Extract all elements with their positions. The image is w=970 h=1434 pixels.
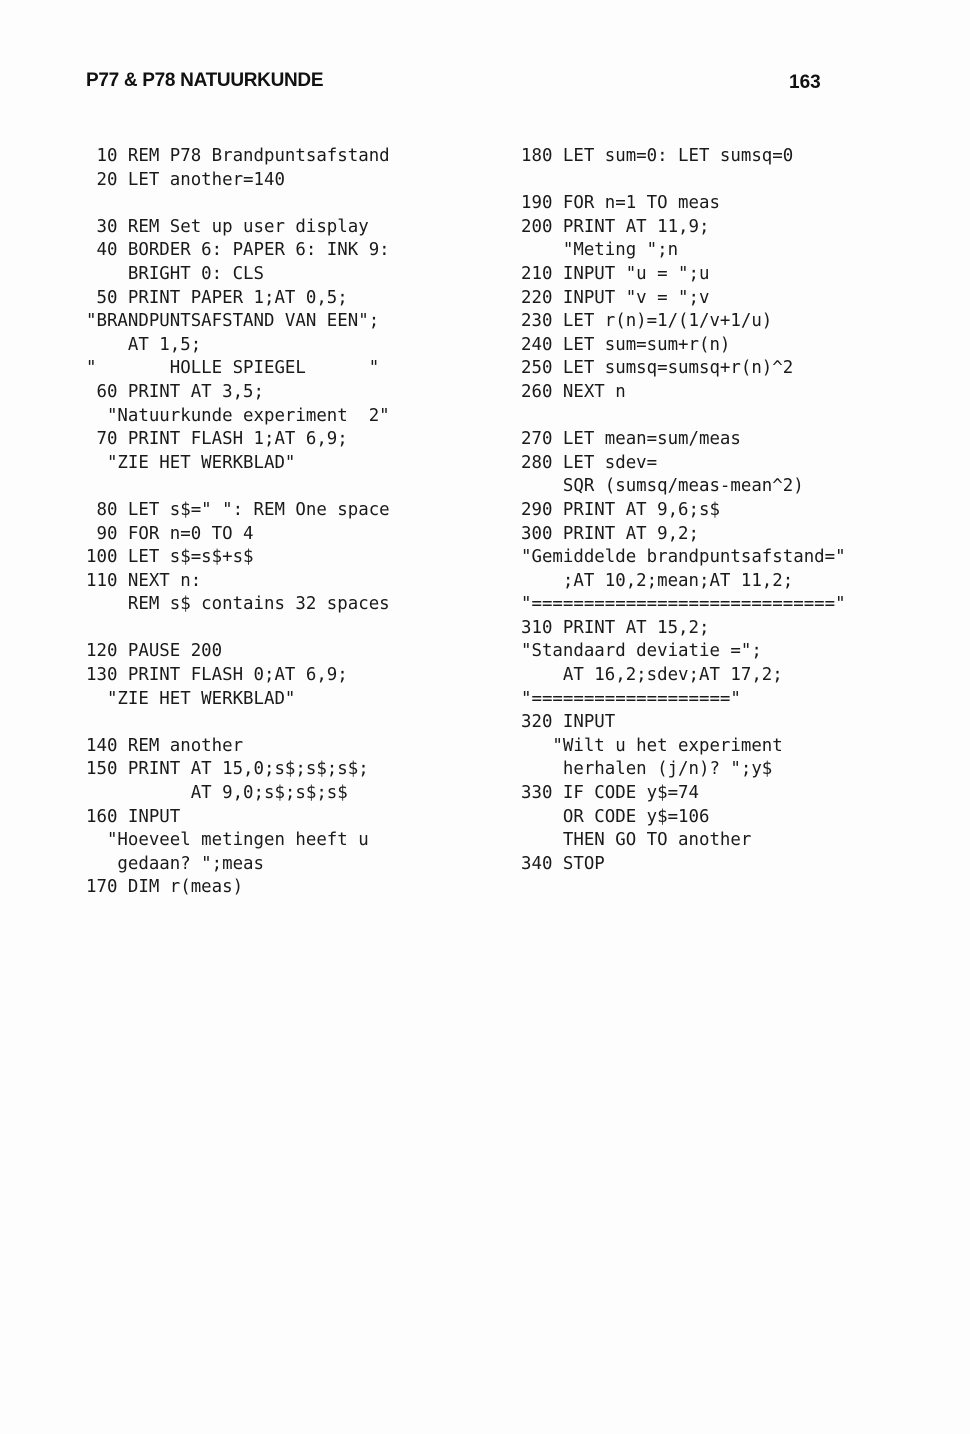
code-line: 340 STOP	[521, 853, 605, 874]
code-line: 70 PRINT FLASH 1;AT 6,9;	[86, 429, 348, 450]
code-line: herhalen (j/n)? ";y$	[521, 759, 773, 780]
code-line: 160 INPUT	[86, 806, 181, 827]
code-listing-right-column	[521, 145, 921, 876]
code-line: gedaan? ";meas	[86, 853, 264, 874]
code-line: "ZIE HET WERKBLAD"	[86, 688, 296, 709]
code-line: "Wilt u het experiment	[521, 735, 783, 756]
code-line: 40 BORDER 6: PAPER 6: INK 9:	[86, 240, 390, 261]
code-line: 190 FOR n=1 TO meas	[521, 193, 720, 214]
code-line: 250 LET sumsq=sumsq+r(n)^2	[521, 358, 794, 379]
code-line: 30 REM Set up user display	[86, 216, 369, 237]
code-line	[521, 405, 921, 429]
code-line: "Hoeveel metingen heeft u	[86, 830, 369, 851]
code-line: 270 LET mean=sum/meas	[521, 429, 741, 450]
code-line: AT 16,2;sdev;AT 17,2;	[521, 665, 783, 686]
code-line: AT 1,5;	[86, 334, 202, 355]
code-line: 170 DIM r(meas)	[86, 877, 244, 898]
code-line: THEN GO TO another	[521, 830, 752, 851]
code-line: 290 PRINT AT 9,6;s$	[521, 499, 720, 520]
code-line: AT 9,0;s$;s$;s$	[86, 783, 348, 804]
running-header: P77 & P78 NATUURKUNDE	[86, 70, 324, 91]
code-line: 280 LET sdev=	[521, 452, 658, 473]
code-line: "==================="	[521, 688, 741, 709]
code-line: 80 LET s$=" ": REM One space	[86, 499, 390, 520]
code-line: 60 PRINT AT 3,5;	[86, 381, 264, 402]
code-line: "Gemiddelde brandpuntsafstand="	[521, 547, 846, 568]
code-line: 120 PAUSE 200	[86, 641, 223, 662]
code-line: 220 INPUT "v = ";v	[521, 287, 710, 308]
code-line	[86, 617, 506, 641]
code-line: 300 PRINT AT 9,2;	[521, 523, 699, 544]
code-line: " HOLLE SPIEGEL "	[86, 358, 380, 379]
code-line: 100 LET s$=s$+s$	[86, 547, 254, 568]
code-line: 210 INPUT "u = ";u	[521, 263, 710, 284]
code-line: "============================="	[521, 594, 846, 615]
code-line	[86, 192, 506, 216]
code-line: 180 LET sum=0: LET sumsq=0	[521, 146, 794, 166]
code-line: 200 PRINT AT 11,9;	[521, 216, 710, 237]
code-line: 20 LET another=140	[86, 169, 285, 190]
code-line: 330 IF CODE y$=74	[521, 783, 699, 804]
code-line: 90 FOR n=0 TO 4	[86, 523, 254, 544]
code-line: 150 PRINT AT 15,0;s$;s$;s$;	[86, 759, 369, 780]
code-line: "BRANDPUNTSAFSTAND VAN EEN";	[86, 311, 380, 332]
code-line: 260 NEXT n	[521, 381, 626, 402]
code-line: OR CODE y$=106	[521, 806, 710, 827]
code-line: 50 PRINT PAPER 1;AT 0,5;	[86, 287, 348, 308]
code-line: BRIGHT 0: CLS	[86, 263, 264, 284]
code-line: 110 NEXT n:	[86, 570, 202, 591]
code-line: "ZIE HET WERKBLAD"	[86, 452, 296, 473]
code-line: 230 LET r(n)=1/(1/v+1/u)	[521, 311, 773, 332]
code-line: 310 PRINT AT 15,2;	[521, 617, 710, 638]
code-line: REM s$ contains 32 spaces	[86, 594, 390, 615]
code-line	[86, 711, 506, 735]
code-line: ;AT 10,2;mean;AT 11,2;	[521, 570, 794, 591]
code-line: "Standaard deviatie =";	[521, 641, 762, 662]
code-line: 240 LET sum=sum+r(n)	[521, 334, 731, 355]
code-line: SQR (sumsq/meas-mean^2)	[521, 476, 804, 497]
code-line: 10 REM P78 Brandpuntsafstand	[86, 146, 390, 166]
page-number: 163	[789, 72, 821, 93]
code-listing-left-column	[86, 145, 506, 900]
code-line: "Natuurkunde experiment 2"	[86, 405, 390, 426]
code-line	[86, 475, 506, 499]
code-line: 130 PRINT FLASH 0;AT 6,9;	[86, 665, 348, 686]
code-line: 140 REM another	[86, 735, 244, 756]
code-line: "Meting ";n	[521, 240, 679, 261]
code-line: 320 INPUT	[521, 712, 616, 733]
code-line	[521, 169, 921, 193]
